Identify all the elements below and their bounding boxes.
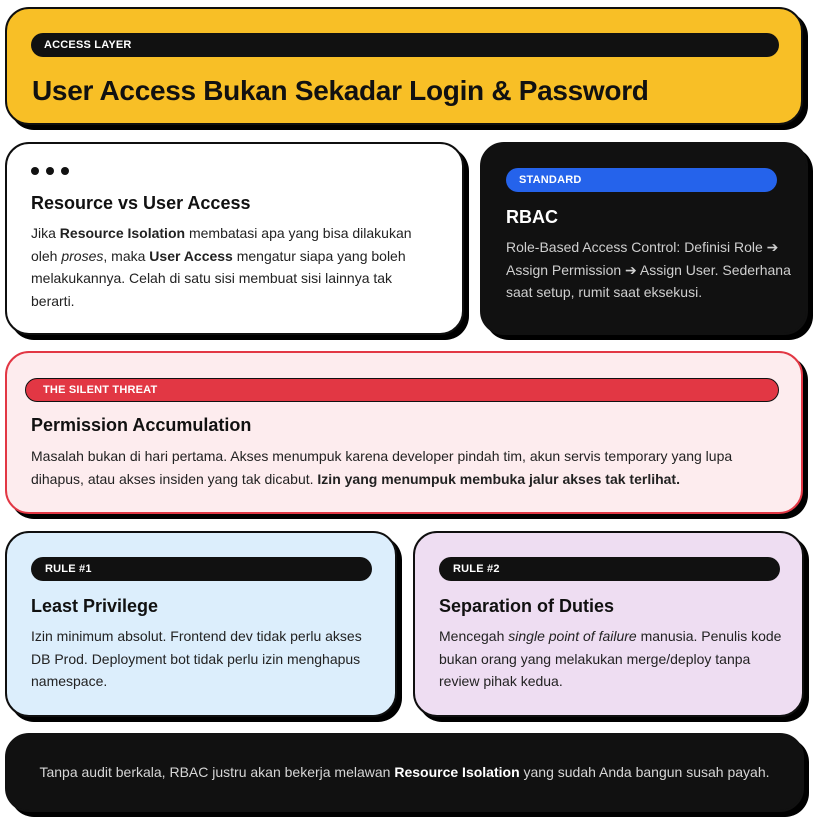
card-title: Resource vs User Access — [31, 193, 251, 213]
three-dots-icon — [31, 167, 69, 175]
dot-icon — [31, 167, 39, 175]
text: mengatur siapa yang boleh melakukannya. Celah di satu sisi membuat sisi lainnya tak berarti. — [31, 247, 406, 309]
emphasis-text: Resource Isolation — [394, 764, 520, 781]
rule-tag: RULE #2 — [439, 557, 780, 581]
text: membatasi apa yang bisa dilakukan oleh — [31, 225, 412, 264]
card-body — [439, 625, 784, 693]
emphasis-text: User Access — [149, 247, 233, 264]
rbac-card — [480, 142, 808, 335]
standard-tag: STANDARD — [506, 168, 777, 192]
rule-1-card — [5, 531, 397, 717]
rule-2-card — [413, 531, 804, 717]
page-title: User Access Bukan Sekadar Login & Password — [32, 75, 649, 106]
dot-icon — [46, 167, 54, 175]
emphasis-text: Izin yang menumpuk membuka jalur akses tak terlihat. — [317, 470, 680, 487]
card-title: Least Privilege — [31, 596, 159, 616]
card-body — [31, 222, 431, 312]
text: manusia. Penulis kode bukan orang yang melakukan merge/deploy tanpa review pihak kedua. — [439, 628, 782, 689]
silent-threat-card — [5, 351, 803, 514]
card-title: RBAC — [506, 207, 558, 227]
hero-tag: ACCESS LAYER — [31, 33, 779, 57]
resource-vs-user-card — [5, 142, 464, 335]
text: , maka — [103, 247, 150, 264]
text: yang sudah Anda bangun susah payah. — [519, 764, 770, 781]
card-title: Separation of Duties — [439, 596, 615, 616]
text: Masalah bukan di hari pertama. Akses menumpuk karena developer pindah tim, akun servis temporary yang lupa dihapus, atau akses insiden yang tak dicabut. — [31, 448, 733, 487]
card-body — [31, 445, 771, 490]
footer-banner — [5, 733, 804, 812]
hero-card — [5, 7, 803, 125]
text: Mencegah — [439, 628, 509, 644]
italic-text: single point of failure — [508, 628, 637, 644]
card-title: Permission Accumulation — [31, 415, 252, 435]
threat-tag: THE SILENT THREAT — [25, 378, 779, 402]
italic-text: proses — [61, 247, 104, 264]
footer-text — [39, 761, 769, 784]
rule-tag: RULE #1 — [31, 557, 372, 581]
card-body: Izin minimum absolut. Frontend dev tidak perlu akses DB Prod. Deployment bot tidak perlu izin menghapus namespace. — [31, 628, 362, 689]
text: Jika — [31, 225, 60, 241]
emphasis-text: Resource Isolation — [59, 225, 186, 241]
card-body: Role-Based Access Control: Definisi Role ➔ Assign Permission ➔ Assign User. Sederhana saat setup, rumit saat eksekusi. — [506, 239, 791, 300]
dot-icon — [61, 167, 69, 175]
text: Tanpa audit berkala, RBAC justru akan bekerja melawan — [39, 764, 395, 781]
